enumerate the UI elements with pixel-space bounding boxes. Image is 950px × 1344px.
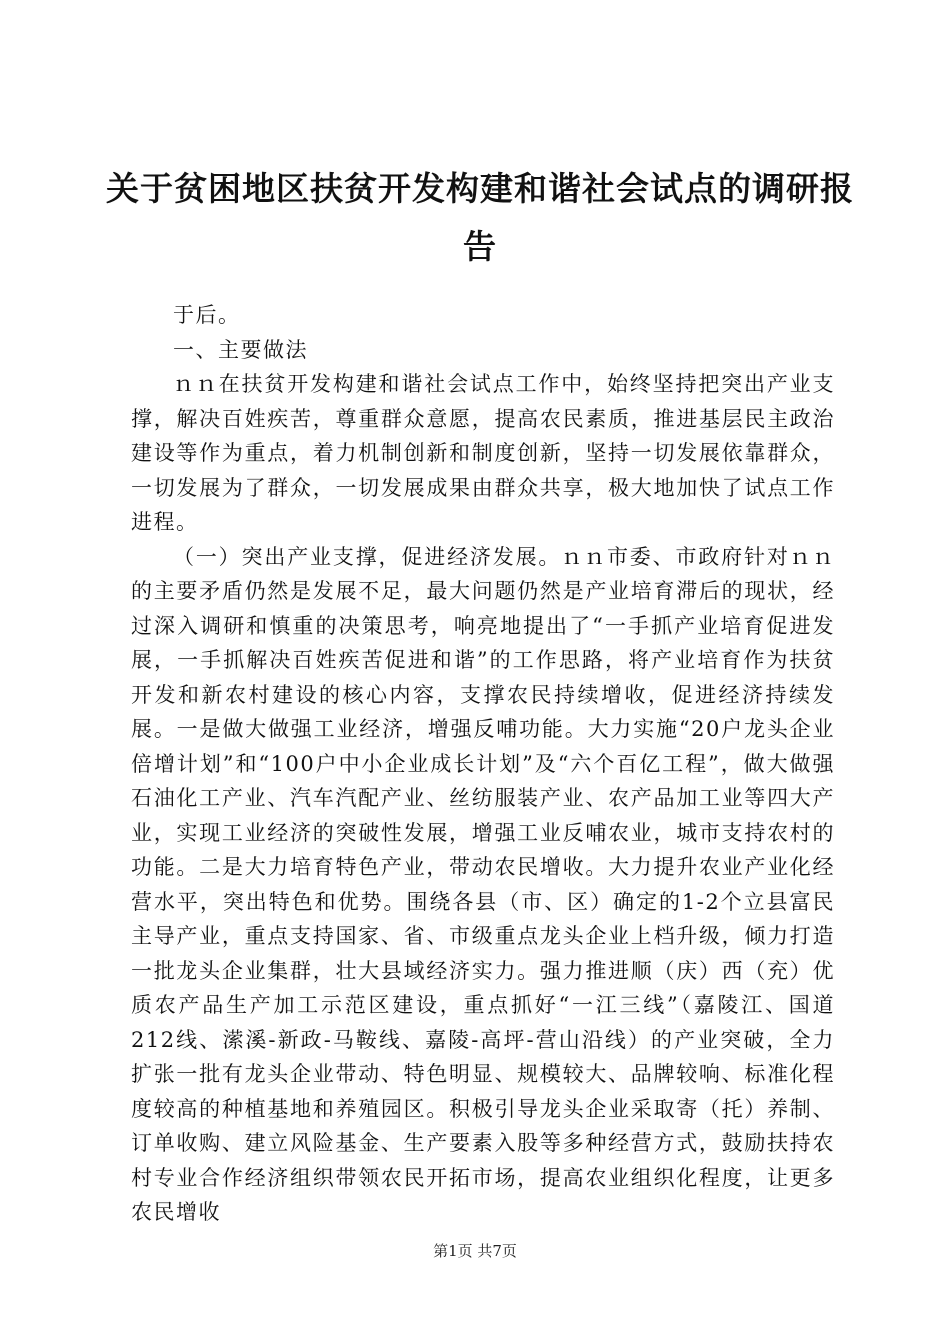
paragraph: （一）突出产业支撑，促进经济发展。ｎｎ市委、市政府针对ｎｎ的主要矛盾仍然是发展不足，最大问题仍然是产业培育滞后的现状，经过深入调研和慎重的决策思考，响亮地提出了“一手抓产业培育促进发展，一手抓解决百姓疾苦促进和谐”的工作思路，将产业培育作为扶贫开发和新农村建设的核心内容，支撑农民持续增收，促进经济持续发展。一是做大做强工业经济，增强反哺功能。大力实施“20户龙头企业倍增计划”和“100户中小企业成长计划”及“六个百亿工程”，做大做强石油化工产业、汽车汽配产业、丝纺服装产业、农产品加工业等四大产业，实现工业经济的突破性发展，增强工业反哺农业，城市支持农村的功能。二是大力培育特色产业，带动农民增收。大力提升农业产业化经营水平，突出特色和优势。围绕各县（市、区）确定的1-2个立县富民主导产业，重点支持国家、省、市级重点龙头企业上档升级，倾力打造一批龙头企业集群，壮大县域经济实力。强力推进顺（庆）西（充）优质农产品生产加工示范区建设，重点抓好“一江三线”（嘉陵江、国道212线、潆溪-新政-马鞍线、嘉陵-高坪-营山沿线）的产业突破，全力扩张一批有龙头企业带动、特色明显、规模较大、品牌较响、标准化程度较高的种植基地和养殖园区。积极引导龙头企业采取寄（托）养制、订单收购、建立风险基金、生产要素入股等多种经营方式，鼓励扶持农村专业合作经济组织带领农民开拓市场，提高农业组织化程度，让更多农民增收 bbox=[131, 544, 835, 1224]
page-number-footer: 第1页 共7页 bbox=[433, 1242, 517, 1260]
paragraph: 于后。 bbox=[173, 303, 241, 327]
section-heading: 一、主要做法 bbox=[173, 337, 308, 362]
document-body bbox=[131, 298, 835, 1230]
document-title: 关于贫困地区扶贫开发构建和谐社会试点的调研报告 bbox=[106, 169, 854, 266]
paragraph: ｎｎ在扶贫开发构建和谐社会试点工作中，始终坚持把突出产业支撑，解决百姓疾苦，尊重群众意愿，提高农民素质，推进基层民主政治建设等作为重点，着力机制创新和制度创新，坚持一切发展依靠群众，一切发展为了群众，一切发展成果由群众共享，极大地加快了试点工作进程。 bbox=[131, 372, 835, 534]
